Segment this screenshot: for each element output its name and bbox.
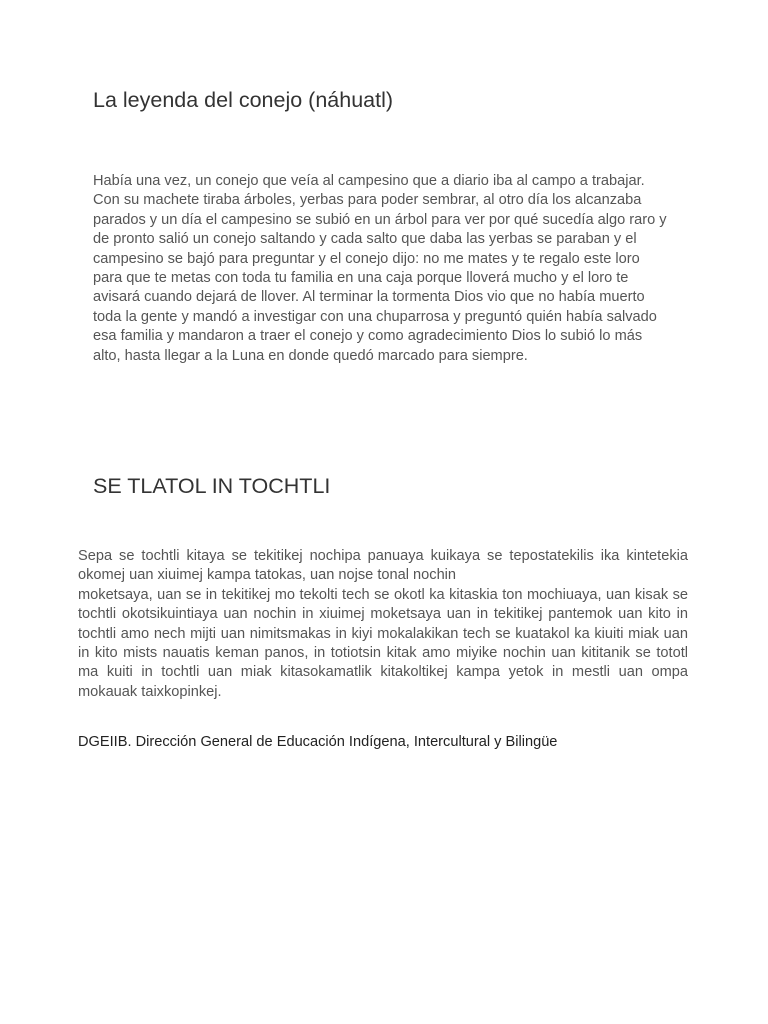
source-credit: DGEIIB. Dirección General de Educación Indígena, Intercultural y Bilingüe [78, 734, 558, 750]
nahuatl-paragraph [78, 547, 688, 702]
spanish-title: La leyenda del conejo (náhuatl) [93, 88, 394, 112]
nahuatl-paragraph-second-part: moketsaya, uan se in tekitikej mo tekolti tech se okotl ka kitaskia ton mochiuaya, uan kisak se tochtli okotsikuintiaya uan nochin in xiuimej moketsaya uan in tekitikej pantemok uan kito in tochtli amo nech mijti uan nimitsmakas in kiyi mokalakikan tech se kuatakol ka kiuiti miak uan in kito mists nauatis keman panos, in totiotsin kitak amo miyike nochin uan kititanik se tototl ma kuiti in tochtli uan miak kitasokamatlik kitakoltikej kampa yetok in mestli uan ompa mokauak taixkopinkej. [78, 586, 688, 700]
nahuatl-title: SE TLATOL IN TOCHTLI [93, 474, 331, 498]
spanish-paragraph: Había una vez, un conejo que veía al campesino que a diario iba al campo a trabajar. Con su machete tiraba árboles, yerbas para poder sembrar, al otro día los alcanzaba parados y un día el campesino se subió en un árbol para ver por qué sucedía algo raro y de pronto salió un conejo saltando y cada salto que daba las yerbas se paraban y el campesino se bajó para preguntar y el conejo dijo: no me mates y te regalo este loro para que te metas con toda tu familia en una caja porque lloverá mucho y el loro te avisará cuando dejará de llover. Al terminar la tormenta Dios vio que no había muerto toda la gente y mandó a investigar con una chuparrosa y preguntó quién había salvado esa familia y mandaron a traer el conejo y como agradecimiento Dios lo subió lo más alto, hasta llegar a la Luna en donde quedó marcado para siempre. [93, 173, 667, 364]
nahuatl-paragraph-first-part: Sepa se tochtli kitaya se tekitikej nochipa panuaya kuikaya se tepostatekilis ika kintetekia okomej uan xiuimej kampa tatokas, uan nojse tonal nochin [78, 548, 688, 584]
